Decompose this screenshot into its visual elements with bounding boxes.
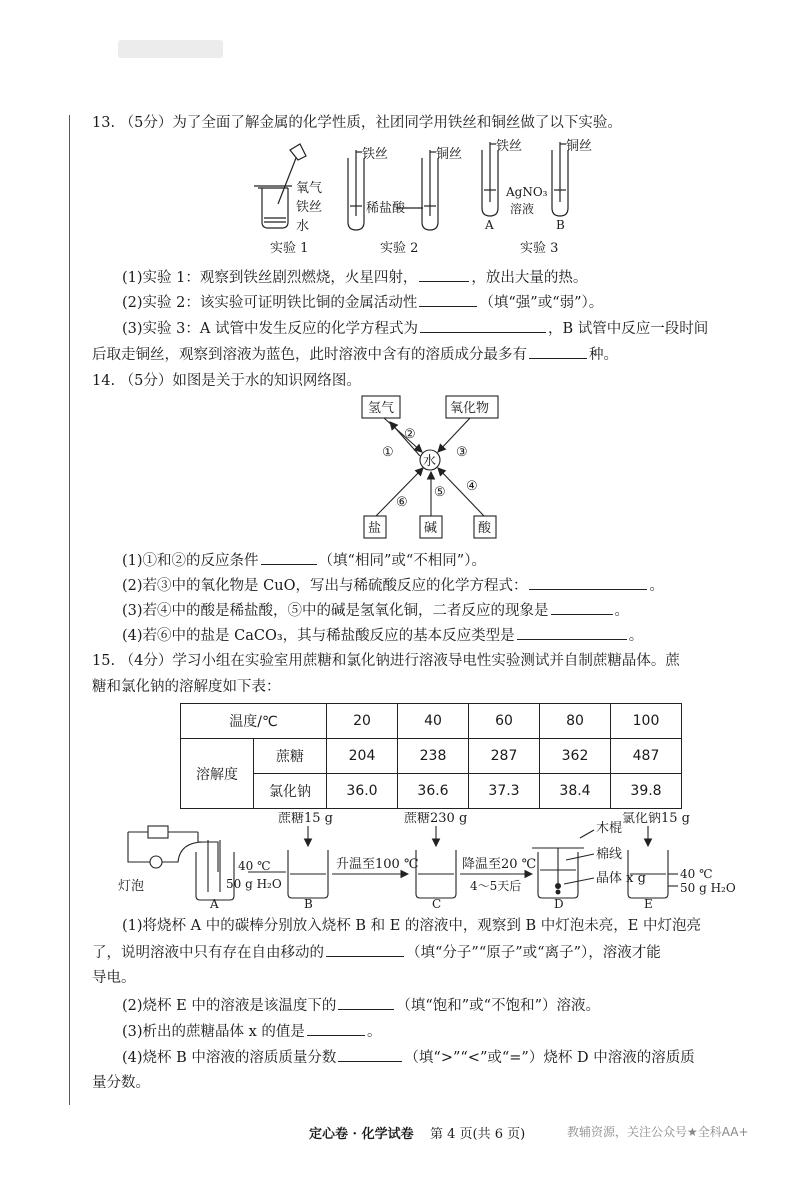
table-cell: 362 <box>540 739 611 774</box>
edge-label-4: ④ <box>466 479 478 494</box>
answer-blank[interactable] <box>529 344 587 359</box>
node-water: 水 <box>423 454 437 469</box>
label-sucrose-15: 蔗糖15 g <box>278 812 333 826</box>
table-cell: 36.6 <box>398 774 469 809</box>
label-temp-40-e: 40 ℃ <box>680 867 713 881</box>
table-temp-cell: 80 <box>540 704 611 739</box>
label-iron-wire: 铁丝 <box>296 200 323 215</box>
table-temp-cell: 20 <box>327 704 398 739</box>
answer-blank[interactable] <box>419 292 477 307</box>
q15-part4: (4)烧杯 B 中溶液的溶质质量分数 （填“>”“<”或“=”）烧杯 D 中溶液的溶质质 <box>122 1047 695 1068</box>
edge-label-6: ⑥ <box>396 495 408 510</box>
label-beaker-d: D <box>554 897 564 910</box>
footer-title: 定心卷 · 化学试卷 <box>309 1127 414 1142</box>
label-temp-40: 40 ℃ <box>238 859 271 873</box>
node-oxide: 氧化物 <box>450 401 490 416</box>
label-nacl-15: 氯化钠15 g <box>622 812 690 826</box>
label-tube-a: A <box>485 218 494 232</box>
q14-part2: (2)若③中的氧化物是 CuO，写出与稀硫酸反应的化学方程式： 。 <box>122 575 664 596</box>
q13-part3-cont: 后取走铜丝，观察到溶液为蓝色，此时溶液中含有的溶质成分最多有 种。 <box>92 344 618 365</box>
footer-page-number: 第 4 页(共 6 页) <box>430 1127 526 1142</box>
table-temp-cell: 40 <box>398 704 469 739</box>
table-cell: 487 <box>611 739 682 774</box>
q14-part4: (4)若⑥中的盐是 CaCO₃，其与稀盐酸反应的基本反应类型是 。 <box>122 625 643 646</box>
q15-part1: (1)将烧杯 A 中的碳棒分别放入烧杯 B 和 E 的溶液中，观察到 B 中灯泡未亮，E 中灯泡亮 <box>122 918 701 934</box>
answer-blank[interactable] <box>307 1021 365 1036</box>
label-water-50: 50 g H₂O <box>226 877 282 891</box>
table-sucrose-label: 蔗糖 <box>254 739 327 774</box>
label-dilute-hcl: 稀盐酸 <box>366 201 406 216</box>
label-iron-3: 铁丝 <box>496 139 523 154</box>
table-temp-cell: 100 <box>611 704 682 739</box>
q15-part4-cont: 量分数。 <box>92 1075 150 1091</box>
table-cell: 39.8 <box>611 774 682 809</box>
answer-blank[interactable] <box>338 995 394 1010</box>
label-beaker-a: A <box>210 897 219 910</box>
label-heat-100: 升温至100 ℃ <box>336 857 419 872</box>
answer-blank[interactable] <box>338 1047 402 1062</box>
label-water-50-e: 50 g H₂O <box>680 881 736 895</box>
label-exp3: 实验 3 <box>520 241 559 256</box>
label-bulb: 灯泡 <box>118 879 145 894</box>
q15-experiment-figure <box>118 812 738 910</box>
q13-part3: (3)实验 3：A 试管中发生反应的化学方程式为 ，B 试管中反应一段时间 <box>122 318 708 339</box>
label-exp2: 实验 2 <box>380 241 419 256</box>
table-solubility-label: 溶解度 <box>181 739 254 809</box>
label-sucrose-230: 蔗糖230 g <box>404 812 468 826</box>
answer-blank[interactable] <box>326 942 404 957</box>
solubility-table <box>180 703 682 809</box>
edge-label-2: ② <box>404 427 416 442</box>
answer-blank[interactable] <box>419 267 469 282</box>
table-nacl-label: 氯化钠 <box>254 774 327 809</box>
answer-blank[interactable] <box>517 625 627 640</box>
answer-blank[interactable] <box>529 575 647 590</box>
table-cell: 287 <box>469 739 540 774</box>
label-tube-b: B <box>556 218 565 232</box>
q15-part3: (3)析出的蔗糖晶体 x 的值是 。 <box>122 1021 381 1042</box>
label-stick: 木棍 <box>596 821 623 836</box>
node-acid: 酸 <box>478 521 492 536</box>
q14-network-diagram <box>340 392 520 542</box>
q13-part1: (1)实验 1：观察到铁丝剧烈燃烧，火星四射， ，放出大量的热。 <box>122 267 587 288</box>
label-agno3: AgNO₃ <box>506 185 548 199</box>
node-salt: 盐 <box>368 521 382 536</box>
edge-label-1: ① <box>382 445 394 460</box>
q15-part2: (2)烧杯 E 中的溶液是该温度下的 （填“饱和”或“不饱和”）溶液。 <box>122 995 600 1016</box>
q14-stem: 14. （5分）如图是关于水的知识网络图。 <box>92 373 361 389</box>
node-hydrogen: 氢气 <box>368 401 395 416</box>
label-copper: 铜丝 <box>436 147 463 162</box>
table-cell: 38.4 <box>540 774 611 809</box>
label-water: 水 <box>296 219 310 234</box>
margin-rule <box>69 115 70 1105</box>
label-cool-20: 降温至20 ℃ <box>462 857 537 872</box>
label-exp1: 实验 1 <box>270 241 309 256</box>
table-cell: 37.3 <box>469 774 540 809</box>
label-crystal: 晶体 x g <box>596 871 646 886</box>
answer-blank[interactable] <box>551 600 613 615</box>
label-iron: 铁丝 <box>362 147 389 162</box>
watermark: 教辅资源，关注公众号★全科AA+ <box>567 1125 749 1139</box>
q15-part1-cont: 了，说明溶液中只有存在自由移动的 （填“分子”“原子”或“离子”），溶液才能 <box>92 942 661 963</box>
edge-label-5: ⑤ <box>434 485 446 500</box>
table-cell: 238 <box>398 739 469 774</box>
answer-blank[interactable] <box>261 550 317 565</box>
edge-label-3: ③ <box>456 445 468 460</box>
q13-stem: 13. （5分）为了全面了解金属的化学性质，社团同学用铁丝和铜丝做了以下实验。 <box>92 115 622 131</box>
label-days: 4～5天后 <box>470 879 522 893</box>
label-beaker-c: C <box>432 897 442 910</box>
table-header-temp: 温度/℃ <box>181 704 327 739</box>
label-beaker-b: B <box>304 897 313 910</box>
label-beaker-e: E <box>644 897 653 910</box>
q13-figure <box>240 136 620 260</box>
q15-stem-line2: 糖和氯化钠的溶解度如下表： <box>92 679 281 695</box>
q14-part3: (3)若④中的酸是稀盐酸，⑤中的碱是氢氧化铜，二者反应的现象是 。 <box>122 600 629 621</box>
label-thread: 棉线 <box>596 847 623 862</box>
table-cell: 36.0 <box>327 774 398 809</box>
label-solution: 溶液 <box>510 202 535 216</box>
blurred-header <box>118 40 223 58</box>
q15-stem-line1: 15. （4分）学习小组在实验室用蔗糖和氯化钠进行溶液导电性实验测试并自制蔗糖晶体。蔗 <box>92 653 680 669</box>
label-oxygen: 氧气 <box>296 181 323 196</box>
table-temp-cell: 60 <box>469 704 540 739</box>
q13-part2: (2)实验 2：该实验可证明铁比铜的金属活动性 （填“强”或“弱”）。 <box>122 292 603 313</box>
answer-blank[interactable] <box>420 318 546 333</box>
label-copper-3: 铜丝 <box>566 139 593 154</box>
q15-part1-end: 导电。 <box>92 970 136 986</box>
q14-part1: (1)①和②的反应条件 （填“相同”或“不相同”）。 <box>122 550 486 571</box>
table-cell: 204 <box>327 739 398 774</box>
node-base: 碱 <box>424 521 438 536</box>
